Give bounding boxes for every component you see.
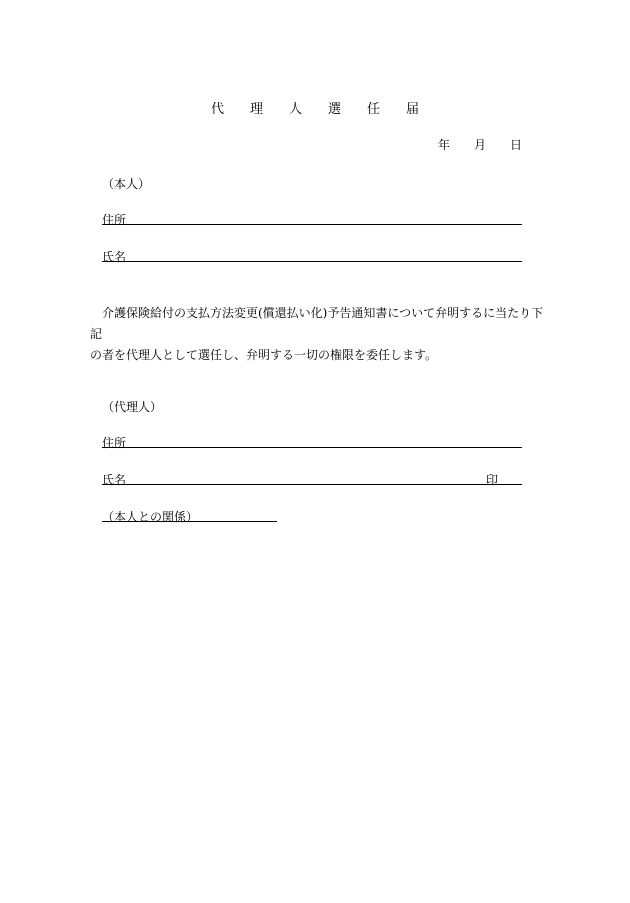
title-char: 人	[288, 102, 302, 117]
agent-section-label: （代理人）	[102, 400, 163, 414]
title-char: 任	[367, 102, 381, 117]
delegation-statement	[90, 303, 550, 366]
date-line	[438, 136, 522, 153]
agent-name-label: 氏名	[102, 473, 127, 487]
principal-section-label: （本人）	[102, 177, 151, 191]
title-char: 代	[210, 102, 224, 117]
agent-address-line	[102, 447, 522, 448]
relation-label: （本人との関係）	[102, 510, 199, 524]
principal-address-label: 住所	[102, 213, 127, 227]
document-title	[0, 98, 630, 117]
relation-line	[102, 521, 277, 522]
principal-name-line	[102, 261, 522, 262]
date-month: 月	[474, 138, 487, 152]
seal-mark: 印	[486, 473, 499, 487]
title-char: 理	[249, 102, 263, 117]
title-char: 届	[406, 102, 420, 117]
agent-name-line	[102, 484, 522, 485]
statement-line-2: の者を代理人として選任し、弁明する一切の権限を委任します。	[90, 348, 438, 362]
principal-name-label: 氏名	[102, 250, 127, 264]
date-day: 日	[510, 138, 523, 152]
title-char: 選	[328, 102, 342, 117]
statement-line-1: 介護保険給付の支払方法変更(償還払い化)予告通知書について弁明するに当たり下記	[90, 306, 544, 341]
agent-address-label: 住所	[102, 436, 127, 450]
principal-address-line	[102, 224, 522, 225]
date-year: 年	[438, 138, 451, 152]
